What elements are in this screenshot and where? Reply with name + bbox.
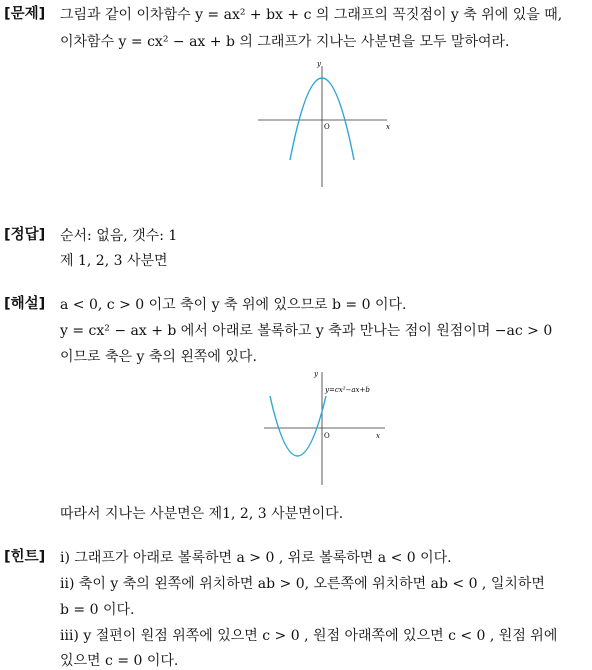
problem-graph: [255, 60, 395, 190]
problem-origin-label: O: [324, 123, 330, 131]
solution-parabola: [270, 396, 326, 456]
solution-origin-label: O: [324, 432, 330, 440]
answer-line-2: 제 1, 2, 3 사분면: [60, 253, 168, 269]
hint-line-5: 있으면 c = 0 이다.: [60, 653, 179, 669]
solution-line-3: 이므로 축은 y 축의 왼쪽에 있다.: [60, 349, 257, 365]
solution-curve-label: y=cx²−ax+b: [325, 386, 370, 394]
hint-line-2: ⅱ) 축이 y 축의 왼쪽에 위치하면 ab > 0, 오른쪽에 위치하면 ab < 0 , 일치하면: [60, 576, 545, 592]
problem-x-axis-label: x: [386, 123, 390, 131]
solution-graph: [262, 368, 392, 488]
answer-label: [정답]: [4, 227, 46, 243]
problem-y-axis-label: y: [317, 60, 321, 68]
solution-y-axis-label: y: [314, 370, 318, 378]
problem-line-2: 이차함수 y = cx² − ax + b 의 그래프가 지나는 사분면을 모두 말하여라.: [60, 34, 510, 50]
solution-x-axis-label: x: [376, 432, 380, 440]
hint-line-3: b = 0 이다.: [60, 602, 135, 618]
problem-line-1: 그림과 같이 이차함수 y = ax² + bx + c 의 그래프의 꼭짓점이 y 축 위에 있을 때,: [60, 7, 563, 23]
hint-label: [힌트]: [4, 549, 46, 565]
answer-line-1: 순서: 없음, 갯수: 1: [60, 228, 178, 244]
solution-label: [해설]: [4, 296, 46, 312]
solution-line-1: a < 0, c > 0 이고 축이 y 축 위에 있으므로 b = 0 이다.: [60, 297, 407, 313]
solution-line-2: y = cx² − ax + b 에서 아래로 볼록하고 y 축과 만나는 점이 원점이며 −ac > 0: [60, 323, 553, 339]
problem-label: [문제]: [4, 6, 46, 22]
hint-line-4: ⅲ) y 절편이 원점 위쪽에 있으면 c > 0 , 원점 아래쪽에 있으면 c < 0 , 원점 위에: [60, 628, 558, 644]
solution-line-4: 따라서 지나는 사분면은 제1, 2, 3 사분면이다.: [60, 506, 344, 522]
hint-line-1: ⅰ) 그래프가 아래로 볼록하면 a > 0 , 위로 볼록하면 a < 0 이다.: [60, 550, 452, 566]
